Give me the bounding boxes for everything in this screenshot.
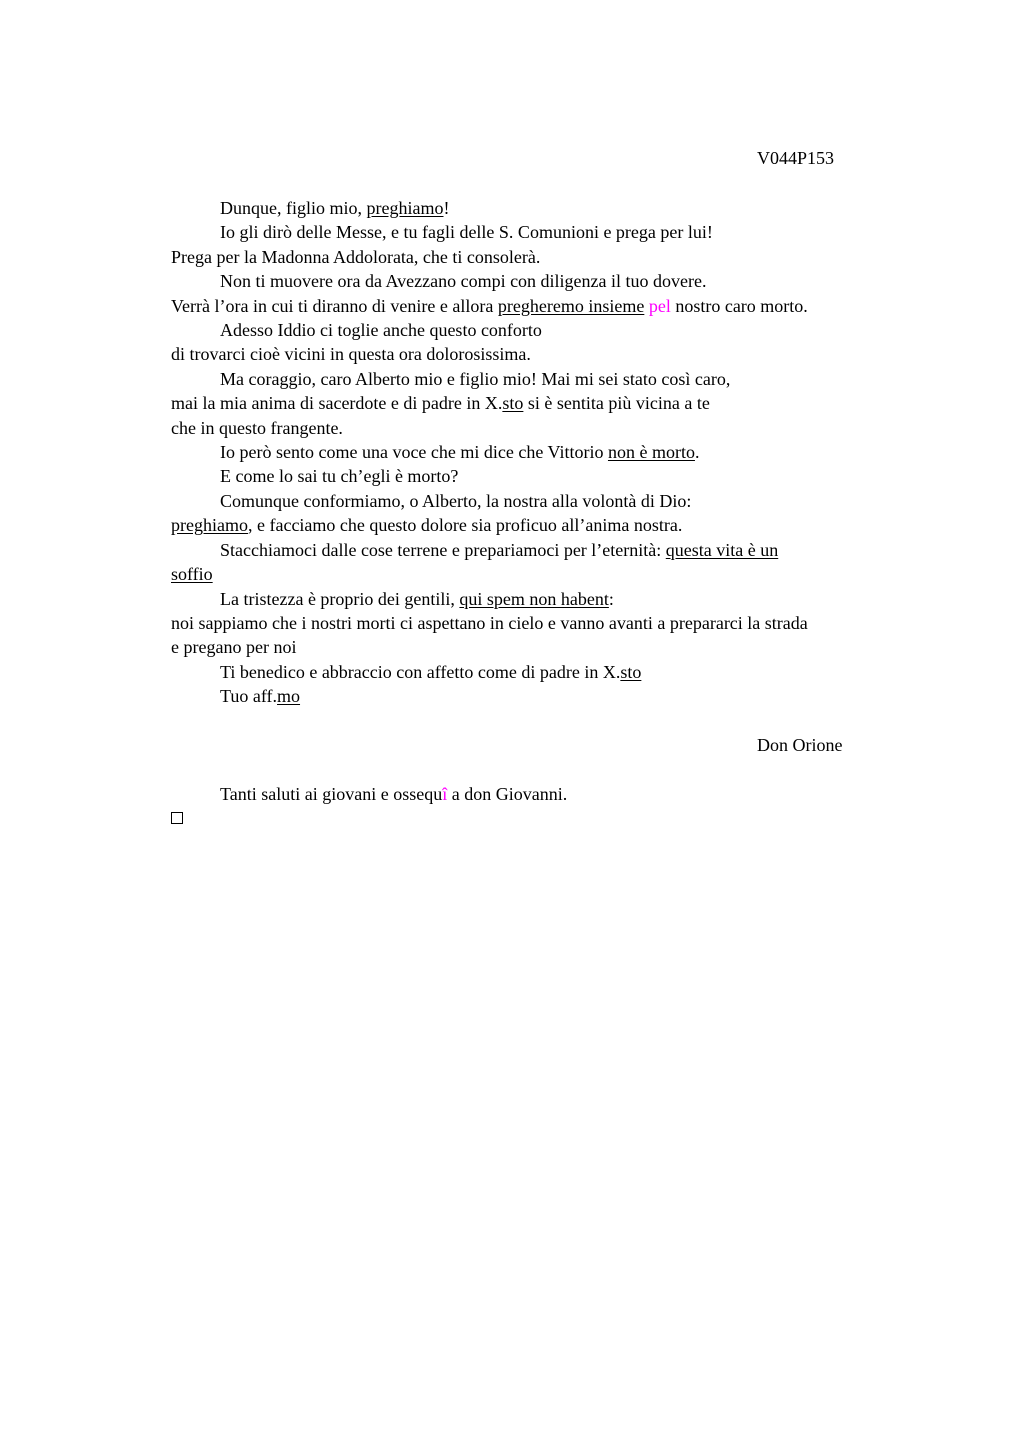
text-segment: Don Orione (757, 734, 843, 755)
square-icon (171, 812, 183, 824)
underlined-text: preghiamo (366, 198, 444, 218)
letter-line-2 (171, 220, 931, 244)
letter-line-20 (171, 660, 931, 684)
blank-line (171, 709, 931, 733)
text-segment: Stacchiamoci dalle cose terrene e prepariamoci per l’eternità: (220, 539, 666, 560)
letter-line-15 (171, 538, 931, 562)
underlined-text: mo (277, 686, 301, 707)
underlined-text: soffio (171, 564, 213, 585)
underlined-text: qui spem non habent (459, 588, 609, 609)
underlined-text: preghiamo (171, 515, 248, 536)
end-marker (171, 806, 931, 830)
text-segment: E come lo sai tu ch’egli è morto? (220, 466, 459, 487)
text-segment: : (608, 588, 614, 609)
text-segment: Adesso Iddio ci toglie anche questo conforto (220, 320, 542, 341)
underlined-text: sto (502, 393, 524, 414)
text-segment: La tristezza è proprio dei gentili, (220, 588, 460, 609)
postscript-line (171, 782, 931, 806)
text-segment: ! (443, 198, 450, 218)
letter-line-4 (171, 269, 931, 293)
letter-line-12 (171, 464, 931, 488)
underlined-text: sto (620, 661, 642, 682)
text-segment: mai la mia anima di sacerdote e di padre in X. (171, 393, 503, 414)
letter-line-10 (171, 416, 931, 440)
text-segment: Dunque, figlio mio, (220, 198, 367, 218)
letter-line-18 (171, 611, 931, 635)
letter-line-13 (171, 489, 931, 513)
text-segment: , e facciamo che questo dolore sia proficuo all’anima nostra. (247, 515, 683, 536)
text-segment: e pregano per noi (171, 637, 297, 658)
letter-line-6 (171, 318, 931, 342)
letter-line-5 (171, 294, 931, 318)
underlined-text: pregheremo insieme (497, 295, 645, 316)
letter-line-14 (171, 513, 931, 537)
text-segment: . (694, 442, 700, 463)
underlined-text: non è morto (607, 442, 695, 463)
letter-line-11 (171, 440, 931, 464)
letter-line-1 (171, 196, 931, 220)
text-segment: Non ti muovere ora da Avezzano compi con diligenza il tuo dovere. (220, 271, 707, 292)
text-segment: nostro caro morto. (670, 295, 808, 316)
signature (171, 733, 931, 757)
blank-line (171, 757, 931, 781)
text-segment: a don Giovanni. (447, 783, 568, 804)
text-segment: Io però sento come una voce che mi dice che Vittorio (220, 442, 608, 463)
letter-line-8 (171, 367, 931, 391)
highlighted-text: î (442, 783, 448, 804)
text-segment: che in questo frangente. (171, 417, 343, 438)
underlined-text: questa vita è un (665, 539, 779, 560)
text-segment: Verrà l’ora in cui ti diranno di venire e allora (171, 295, 498, 316)
letter-line-3 (171, 245, 931, 269)
text-segment: Ti benedico e abbraccio con affetto come di padre in X. (220, 661, 621, 682)
text-segment: Tuo aff. (220, 686, 278, 707)
text-segment: Prega per la Madonna Addolorata, che ti consolerà. (171, 246, 541, 267)
letter-line-16 (171, 562, 931, 586)
text-segment: noi sappiamo che i nostri morti ci aspettano in cielo e vanno avanti a prepararci la strada (171, 612, 808, 633)
letter-line-7 (171, 342, 931, 366)
letter-line-9 (171, 391, 931, 415)
highlighted-text: pel (648, 295, 671, 316)
letter-body (171, 196, 931, 831)
document-code: V044P153 (757, 148, 835, 168)
text-segment: Io gli dirò delle Messe, e tu fagli delle S. Comunioni e prega per lui! (220, 222, 713, 243)
letter-line-19 (171, 635, 931, 659)
text-segment: Tanti saluti ai giovani e ossequ (220, 783, 443, 804)
closing-line (171, 684, 931, 708)
text-segment: Ma coraggio, caro Alberto mio e figlio mio! Mai mi sei stato così caro, (220, 368, 731, 389)
text-segment: Comunque conformiamo, o Alberto, la nostra alla volontà di Dio: (220, 490, 692, 511)
text-segment: di trovarci cioè vicini in questa ora dolorosissima. (171, 344, 531, 365)
text-segment: si è sentita più vicina a te (523, 393, 710, 414)
letter-line-17 (171, 587, 931, 611)
